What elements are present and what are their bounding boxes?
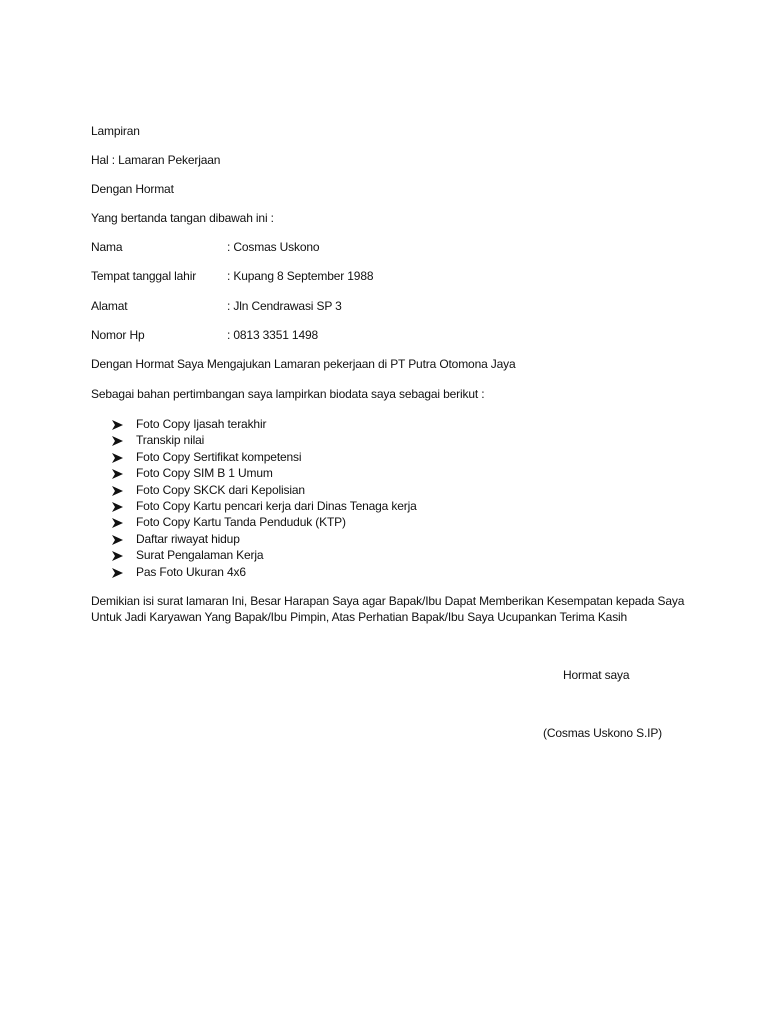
field-row-birth bbox=[91, 269, 651, 284]
closing-paragraph bbox=[91, 593, 685, 625]
list-item bbox=[112, 515, 417, 531]
attachment-item-text: Daftar riwayat hidup bbox=[136, 531, 240, 546]
attachment-label: Lampiran bbox=[91, 124, 140, 138]
field-value: : Cosmas Uskono bbox=[227, 240, 320, 254]
attachment-item-text: Foto Copy Sertifikat kompetensi bbox=[136, 449, 302, 464]
list-item bbox=[112, 417, 417, 433]
attachment-item-text: Foto Copy SIM B 1 Umum bbox=[136, 466, 273, 481]
list-item bbox=[112, 450, 417, 466]
field-row-phone bbox=[91, 328, 651, 343]
list-item bbox=[112, 466, 417, 482]
signature-name: (Cosmas Uskono S.IP) bbox=[543, 726, 663, 740]
subject-line: Hal : Lamaran Pekerjaan bbox=[91, 153, 221, 167]
field-value: : 0813 3351 1498 bbox=[227, 328, 319, 342]
field-row-name bbox=[91, 240, 651, 255]
field-label: Nama bbox=[91, 240, 123, 254]
list-item bbox=[112, 483, 417, 499]
field-row-address bbox=[91, 299, 651, 314]
attachment-item-text: Transkip nilai bbox=[136, 433, 205, 448]
field-label: Tempat tanggal lahir bbox=[91, 269, 197, 283]
list-item bbox=[112, 532, 417, 548]
attachments-intro: Sebagai bahan pertimbangan saya lampirkan biodata saya sebagai berikut : bbox=[91, 387, 485, 401]
list-item bbox=[112, 499, 417, 515]
attachment-item-text: Surat Pengalaman Kerja bbox=[136, 548, 264, 563]
signature-greeting: Hormat saya bbox=[563, 668, 630, 682]
closing-line: Untuk Jadi Karyawan Yang Bapak/Ibu Pimpin, Atas Perhatian Bapak/Ibu Saya Ucupankan Terima Kasih bbox=[91, 610, 628, 624]
attachment-list bbox=[112, 417, 417, 581]
application-statement: Dengan Hormat Saya Mengajukan Lamaran pekerjaan di PT Putra Otomona Jaya bbox=[91, 357, 516, 371]
closing-line: Demikian isi surat lamaran Ini, Besar Harapan Saya agar Bapak/Ibu Dapat Memberikan Kesempatan kepada Saya bbox=[91, 594, 685, 608]
attachment-item-text: Pas Foto Ukuran 4x6 bbox=[136, 564, 246, 579]
attachment-item-text: Foto Copy Kartu pencari kerja dari Dinas Tenaga kerja bbox=[136, 498, 417, 513]
field-value: : Jln Cendrawasi SP 3 bbox=[227, 299, 342, 313]
intro-line: Yang bertanda tangan dibawah ini : bbox=[91, 211, 274, 225]
field-value: : Kupang 8 September 1988 bbox=[227, 269, 374, 283]
list-item bbox=[112, 548, 417, 564]
list-item bbox=[112, 433, 417, 449]
attachment-item-text: Foto Copy SKCK dari Kepolisian bbox=[136, 482, 305, 497]
field-label: Alamat bbox=[91, 299, 128, 313]
list-item bbox=[112, 565, 417, 581]
greeting: Dengan Hormat bbox=[91, 182, 174, 196]
attachment-item-text: Foto Copy Ijasah terakhir bbox=[136, 417, 267, 431]
attachment-item-text: Foto Copy Kartu Tanda Penduduk (KTP) bbox=[136, 515, 346, 530]
field-label: Nomor Hp bbox=[91, 328, 145, 342]
